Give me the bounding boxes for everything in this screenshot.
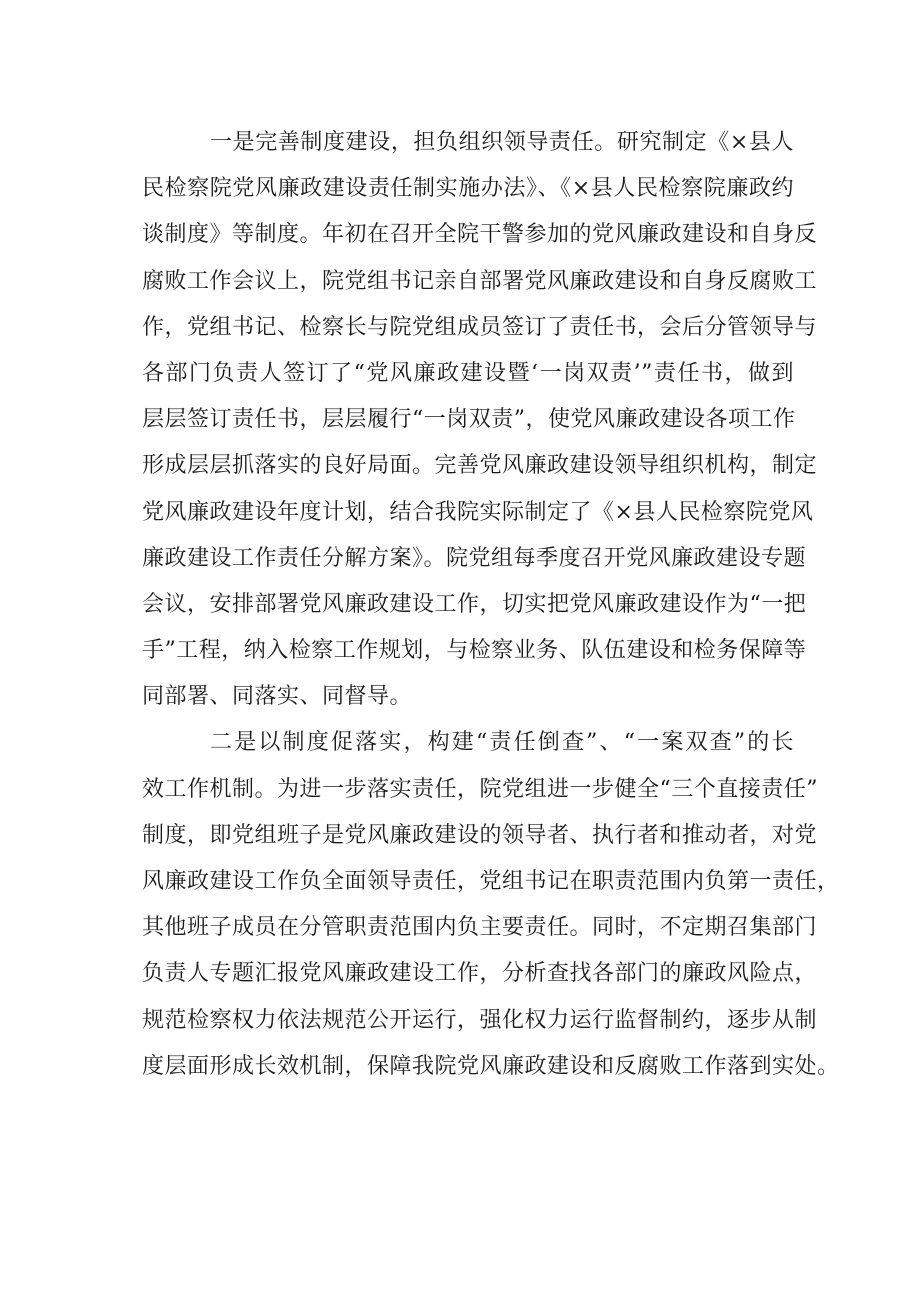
paragraph-line: 规范检察权力依法规范公开运行，强化权力运行监督制约，逐步从制	[142, 1007, 818, 1033]
paragraph-line: 其他班子成员在分管职责范围内负主要责任。同时，不定期召集部门	[142, 915, 818, 941]
paragraph-line: 二是以制度促落实，构建“责任倒查”、“一案双查”的长	[210, 730, 794, 756]
paragraph-2	[142, 720, 840, 1090]
paragraph-line: 同部署、同落实、同督导。	[142, 684, 413, 710]
paragraph-line: 作，党组书记、检察长与院党组成员签订了责任书，会后分管领导与	[142, 314, 818, 340]
paragraph-line: 制度，即党组班子是党风廉政建设的领导者、执行者和推动者，对党	[142, 822, 818, 848]
paragraph-line: 一是完善制度建设，担负组织领导责任。研究制定《×县人	[210, 130, 794, 155]
paragraph-line: 谈制度》等制度。年初在召开全院干警参加的党风廉政建设和自身反	[142, 222, 818, 248]
paragraph-line: 形成层层抓落实的良好局面。完善党风廉政建设领导组织机构，制定	[142, 453, 818, 479]
paragraph-line: 手”工程，纳入检察工作规划，与检察业务、队伍建设和检务保障等	[142, 638, 807, 664]
paragraph-line: 风廉政建设工作负全面领导责任，党组书记在职责范围内负第一责任，	[142, 869, 840, 894]
paragraph-line: 层层签订责任书，层层履行“一岗双责”，使党风廉政建设各项工作	[142, 407, 796, 433]
paragraph-line: 各部门负责人签订了“党风廉政建设暨‘一岗双责’”责任书，做到	[142, 360, 794, 386]
paragraph-1	[142, 120, 818, 720]
paragraph-line: 效工作机制。为进一步落实责任，院党组进一步健全“三个直接责任”	[142, 776, 818, 802]
paragraph-line: 腐败工作会议上，院党组书记亲自部署党风廉政建设和自身反腐败工	[142, 268, 818, 294]
paragraph-line: 度层面形成长效机制，保障我院党风廉政建设和反腐败工作落到实处。	[142, 1053, 840, 1079]
paragraph-line: 廉政建设工作责任分解方案》。院党组每季度召开党风廉政建设专题	[142, 545, 807, 571]
paragraph-line: 会议，安排部署党风廉政建设工作，切实把党风廉政建设作为“一把	[142, 591, 807, 617]
paragraph-line: 负责人专题汇报党风廉政建设工作，分析查找各部门的廉政风险点，	[142, 961, 818, 987]
paragraph-line: 民检察院党风廉政建设责任制实施办法》、《×县人民检察院廉政约	[142, 176, 794, 202]
paragraph-line: 党风廉政建设年度计划，结合我院实际制定了《×县人民检察院党风	[142, 499, 814, 525]
document-body	[142, 120, 840, 1090]
